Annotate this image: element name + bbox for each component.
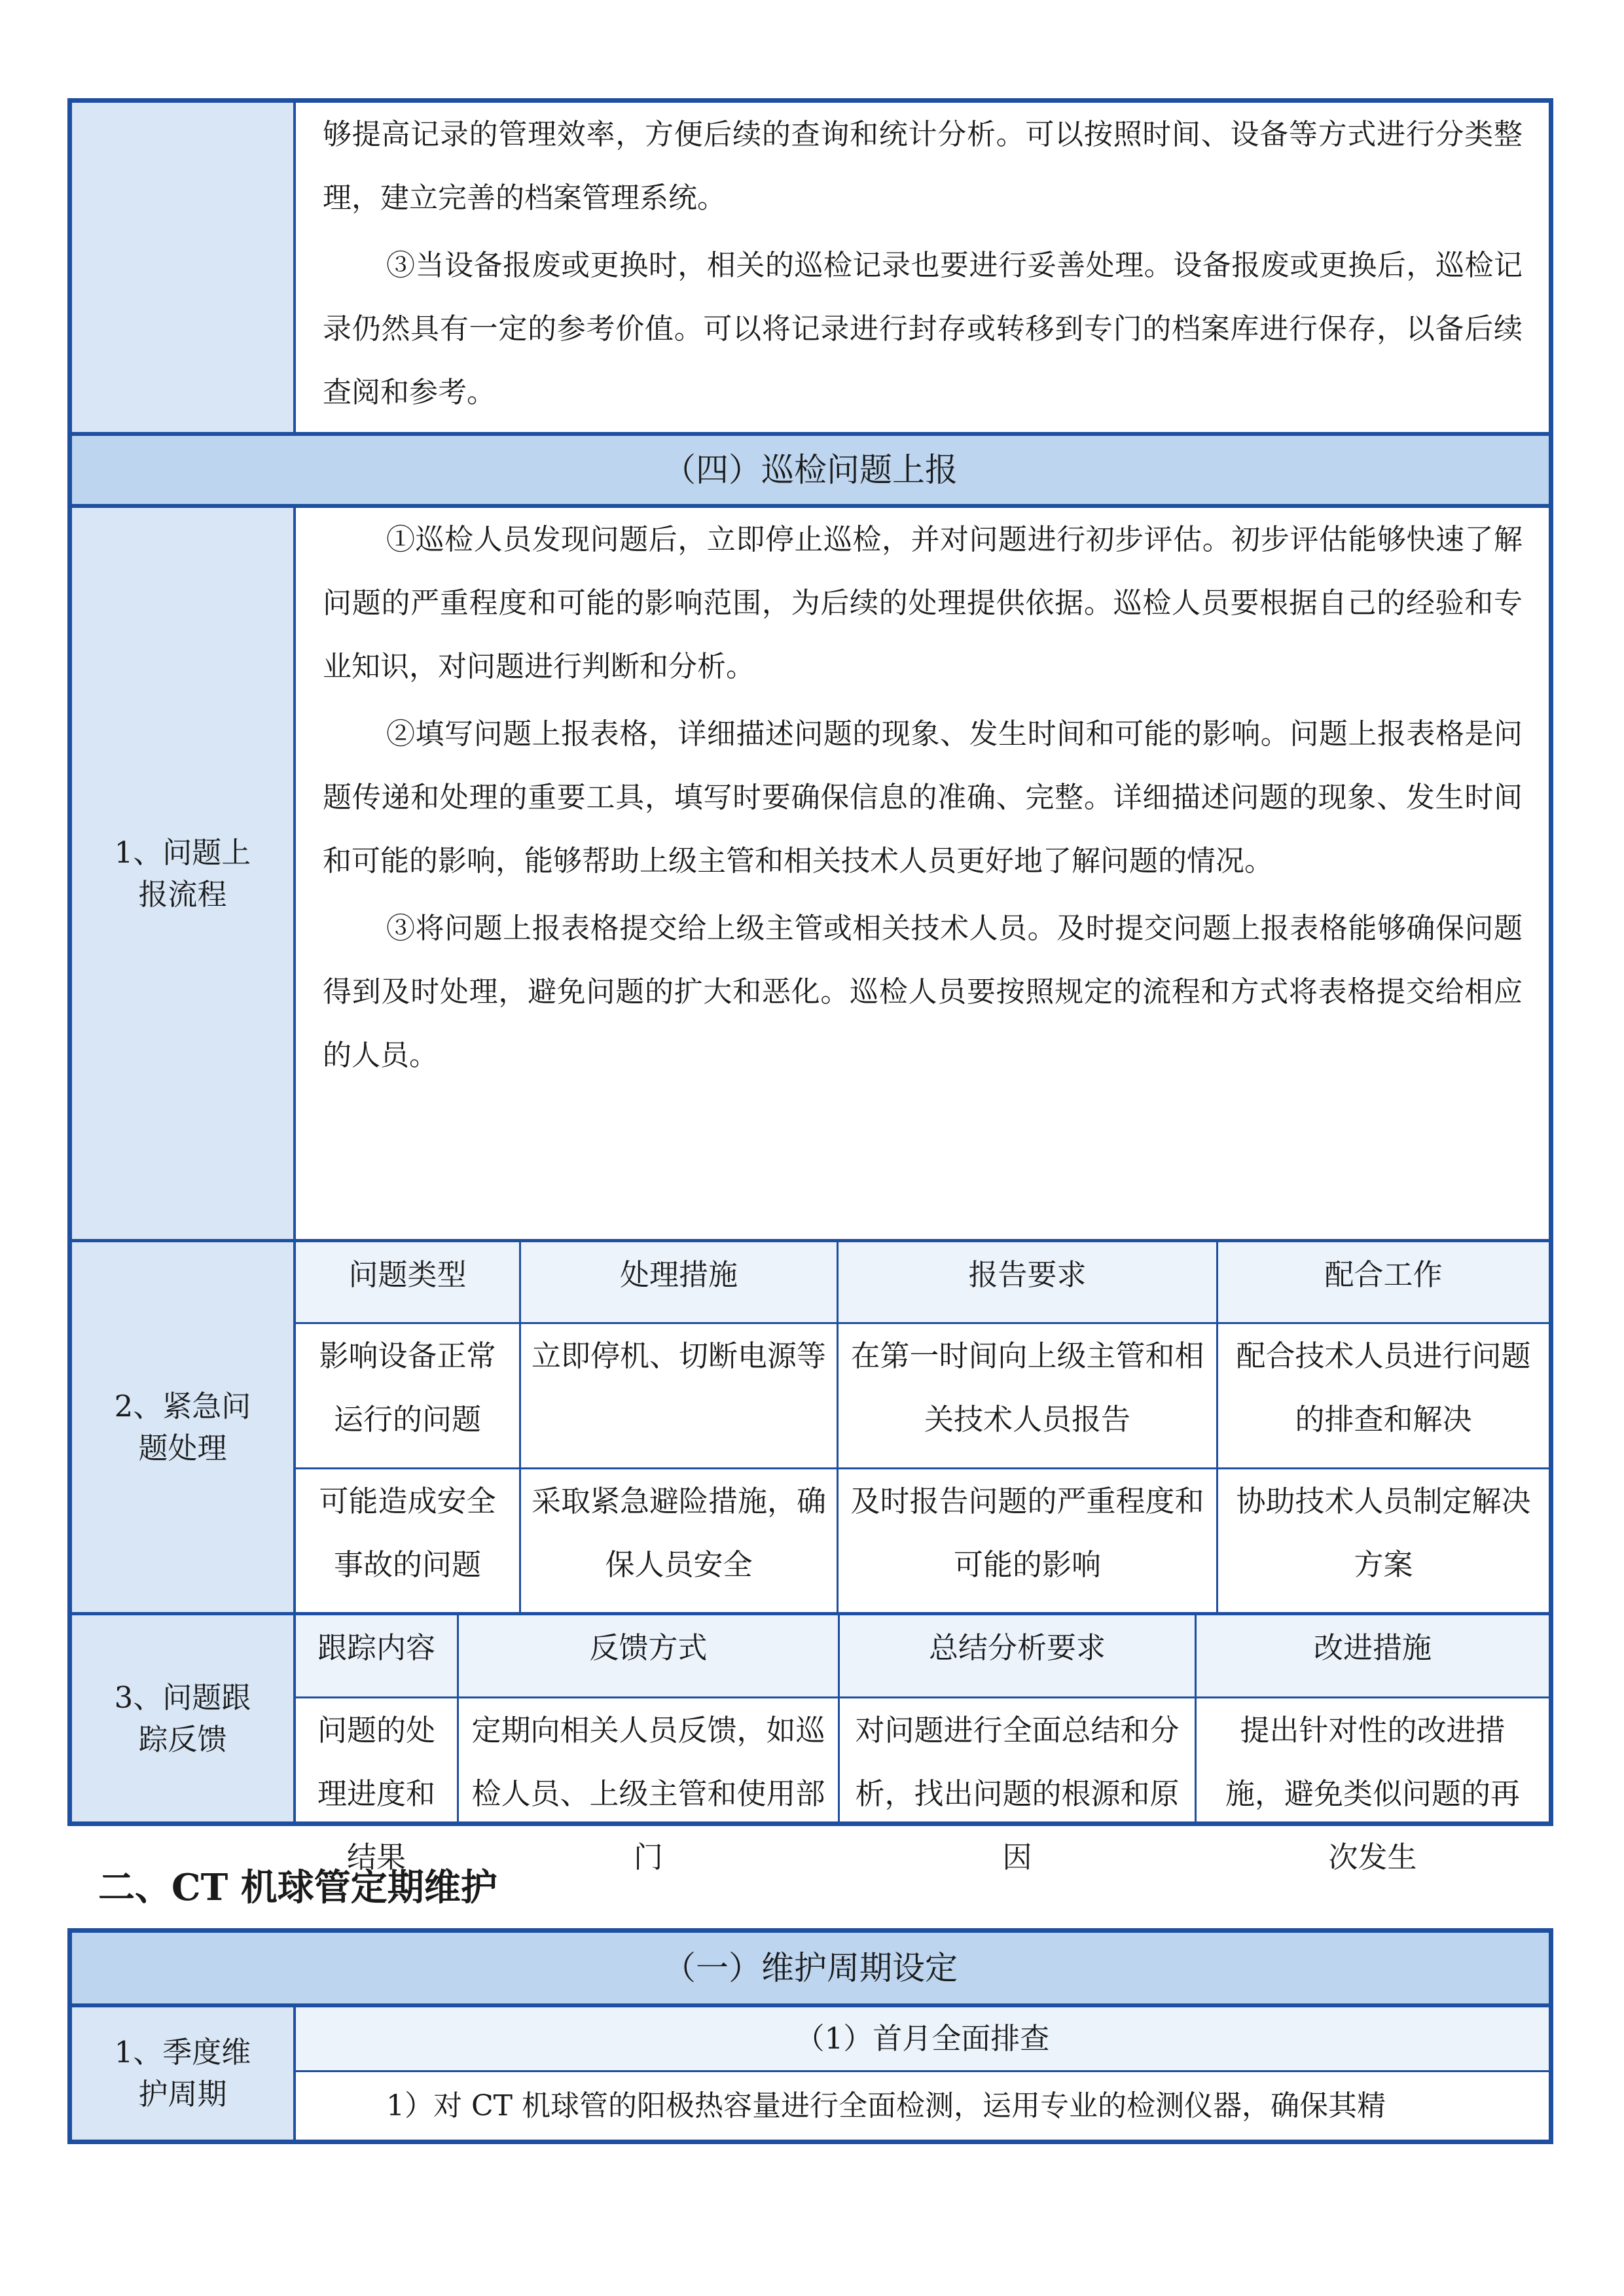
- emergency-cell: 采取紧急避险措施，确保人员安全: [531, 1484, 826, 1582]
- tracking-header-4: 改进措施: [1313, 1630, 1432, 1665]
- tracking-header-3: 总结分析要求: [928, 1630, 1106, 1665]
- maintenance-label-cell: [72, 2007, 293, 2140]
- emergency-cell: 及时报告问题的严重程度和可能的影响: [850, 1484, 1204, 1582]
- maintenance-header: [72, 1933, 1549, 2003]
- cont-paragraph-2: ③当设备报废或更换时，相关的巡检记录也要进行妥善处理。设备报废或更换后，巡检记录仍然具有一定的参考价值。可以将记录进行封存或转移到专门的档案库进行保存，以备后续查阅和参考。: [323, 249, 1523, 409]
- tracking-label: 3、问题跟踪反馈: [114, 1679, 251, 1757]
- maintenance-text-cell: [296, 2072, 1549, 2140]
- flow-content: [296, 508, 1549, 1239]
- emergency-cell: 协助技术人员制定解决方案: [1236, 1484, 1531, 1582]
- tracking-cell: 定期向相关人员反馈，如巡检人员、上级主管和使用部门: [471, 1713, 825, 1874]
- flow-paragraph-2: ②填写问题上报表格，详细描述问题的现象、发生时间和可能的影响。问题上报表格是问题传递和处理的重要工具，填写时要确保信息的准确、完整。详细描述问题的现象、发生时间和可能的影响，能够帮助上级主管和相关技术人员更好地了解问题的情况。: [323, 717, 1523, 878]
- emergency-label: 2、紧急问题处理: [114, 1388, 251, 1465]
- emergency-header-1: 问题类型: [348, 1257, 467, 1292]
- flow-label-cell: [72, 508, 293, 1239]
- section-header-4-text: （四）巡检问题上报: [663, 451, 958, 489]
- emergency-header-4: 配合工作: [1324, 1257, 1443, 1292]
- tracking-cell: 提出针对性的改进措施，避免类似问题的再次发生: [1225, 1713, 1520, 1874]
- emergency-cell: 影响设备正常运行的问题: [319, 1338, 496, 1437]
- emergency-cell: 可能造成安全事故的问题: [319, 1484, 496, 1582]
- maintenance-table: [67, 1928, 1553, 2144]
- maintenance-label: 1、季度维护周期: [114, 2035, 251, 2111]
- tracking-header-2: 反馈方式: [589, 1630, 708, 1665]
- tracking-header-1: 跟踪内容: [317, 1630, 435, 1665]
- flow-paragraph-3: ③将问题上报表格提交给上级主管或相关技术人员。及时提交问题上报表格能够确保问题得到及时处理，避免问题的扩大和恶化。巡检人员要按照规定的流程和方式将表格提交给相应的人员。: [323, 912, 1523, 1072]
- emergency-cell: 立即停机、切断电源等: [531, 1338, 826, 1373]
- emergency-header-2: 处理措施: [619, 1257, 738, 1292]
- cont-paragraph-1: 够提高记录的管理效率，方便后续的查询和统计分析。可以按照时间、设备等方式进行分类整理，建立完善的档案管理系统。: [323, 118, 1523, 215]
- tracking-cell: 问题的处理进度和结果: [317, 1713, 435, 1874]
- section-heading: 二、CT 机球管定期维护: [98, 1866, 497, 1909]
- column-divider: [293, 103, 296, 432]
- emergency-cell: 配合技术人员进行问题的排查和解决: [1236, 1338, 1531, 1437]
- inspection-table: [67, 98, 1553, 1874]
- flow-label: 1、问题上报流程: [114, 834, 251, 912]
- maintenance-text: 1）对 CT 机球管的阳极热容量进行全面检测，运用专业的检测仪器，确保其精: [386, 2089, 1386, 2123]
- section-header-4: [72, 436, 1549, 504]
- tracking-cell: 对问题进行全面总结和分析，找出问题的根源和原因: [855, 1713, 1180, 1874]
- continuation-content: [295, 103, 1549, 432]
- emergency-label-cell: [72, 1242, 293, 1612]
- maintenance-header-text: （一）维护周期设定: [663, 1949, 958, 1987]
- emergency-cell: 在第一时间向上级主管和相关技术人员报告: [850, 1338, 1204, 1437]
- flow-paragraph-1: ①巡检人员发现问题后，立即停止巡检，并对问题进行初步评估。初步评估能够快速了解问题的严重程度和可能的影响范围，为后续的处理提供依据。巡检人员要根据自己的经验和专业知识，对问题进行判断和分析。: [323, 523, 1523, 683]
- emergency-header-3: 报告要求: [968, 1257, 1087, 1292]
- tracking-label-cell: [72, 1615, 293, 1821]
- maintenance-subtitle: （1）首月全面排查: [296, 2007, 1549, 2070]
